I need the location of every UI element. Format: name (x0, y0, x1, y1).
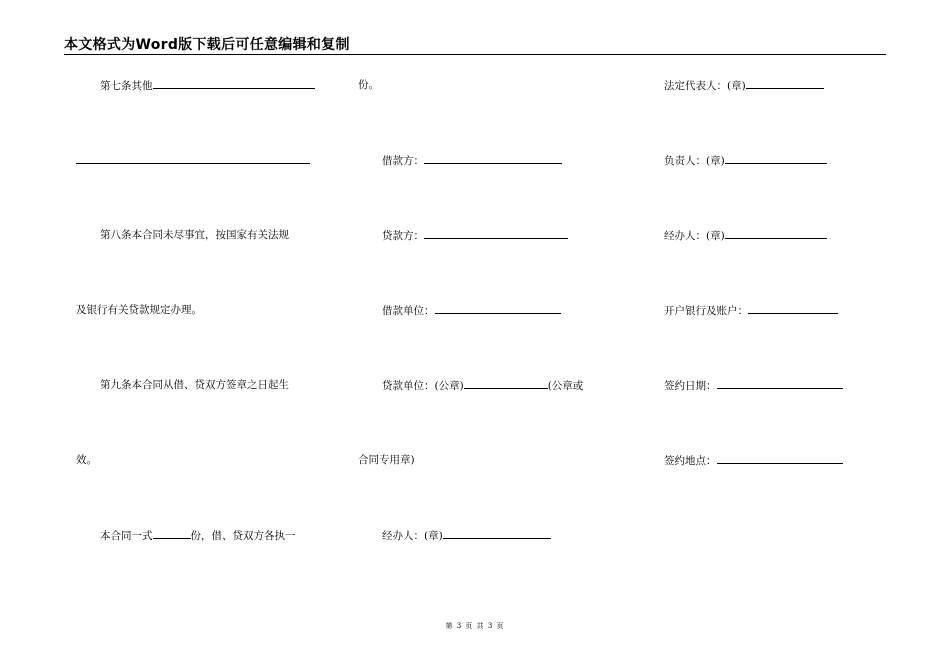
middle-column (358, 0, 618, 672)
legal-rep-blank (746, 78, 824, 89)
page-header-title: 本文格式为Word版下载后可任意编辑和复制 (64, 37, 350, 53)
article-7-line (100, 78, 315, 93)
bank-account-line (664, 303, 838, 318)
lender-unit-line (382, 378, 583, 393)
borrower-unit-label: 借款单位： (382, 305, 435, 317)
contract-seal-line: 合同专用章) (358, 454, 415, 466)
sign-date-blank (717, 378, 843, 389)
article-8-line-2: 及银行有关贷款规定办理。 (76, 304, 202, 316)
borrower-line (382, 153, 562, 168)
article-7-text: 第七条其他 (100, 80, 153, 92)
bank-account-label: 开户银行及账户： (664, 305, 748, 317)
bank-account-blank (748, 303, 838, 314)
article-9-line-2: 效。 (76, 454, 97, 466)
copies-end-line: 份。 (358, 79, 379, 91)
article-7-blank (153, 78, 315, 89)
article-7-continuation-line (76, 153, 310, 168)
lender-blank (424, 228, 568, 239)
right-handler-line (664, 228, 827, 243)
legal-rep-line (664, 78, 824, 93)
article-7-continuation-blank (76, 153, 310, 164)
borrower-blank (424, 153, 562, 164)
borrower-label: 借款方： (382, 155, 424, 167)
middle-handler-label: 经办人：(章) (382, 530, 443, 542)
legal-rep-label: 法定代表人：(章) (664, 80, 746, 92)
middle-handler-line (382, 528, 551, 543)
responsible-blank (725, 153, 827, 164)
lender-label: 贷款方： (382, 230, 424, 242)
right-handler-blank (725, 228, 827, 239)
article-9-line-1: 第九条本合同从借、贷双方签章之日起生 (100, 379, 289, 391)
copies-line (100, 528, 296, 543)
page-number-footer: 第 3 页 共 3 页 (445, 622, 505, 630)
borrower-unit-blank (435, 303, 561, 314)
responsible-line (664, 153, 827, 168)
lender-line (382, 228, 568, 243)
lender-unit-label: 贷款单位：(公章) (382, 380, 464, 392)
sign-place-blank (717, 453, 843, 464)
middle-handler-blank (443, 528, 551, 539)
sign-place-label: 签约地点： (664, 455, 717, 467)
sign-place-line (664, 453, 843, 468)
copies-text-b: 份，借、贷双方各执一 (190, 530, 296, 542)
responsible-label: 负责人：(章) (664, 155, 725, 167)
copies-text-a: 本合同一式 (100, 530, 153, 542)
copies-count-blank (153, 528, 191, 539)
right-column (664, 0, 874, 672)
lender-unit-seal-note: (公章或 (547, 380, 584, 392)
right-handler-label: 经办人：(章) (664, 230, 725, 242)
borrower-unit-line (382, 303, 561, 318)
left-column (76, 0, 336, 672)
sign-date-line (664, 378, 843, 393)
sign-date-label: 签约日期： (664, 380, 717, 392)
lender-unit-blank (464, 378, 548, 389)
article-8-line-1: 第八条本合同未尽事宜，按国家有关法规 (100, 229, 289, 241)
